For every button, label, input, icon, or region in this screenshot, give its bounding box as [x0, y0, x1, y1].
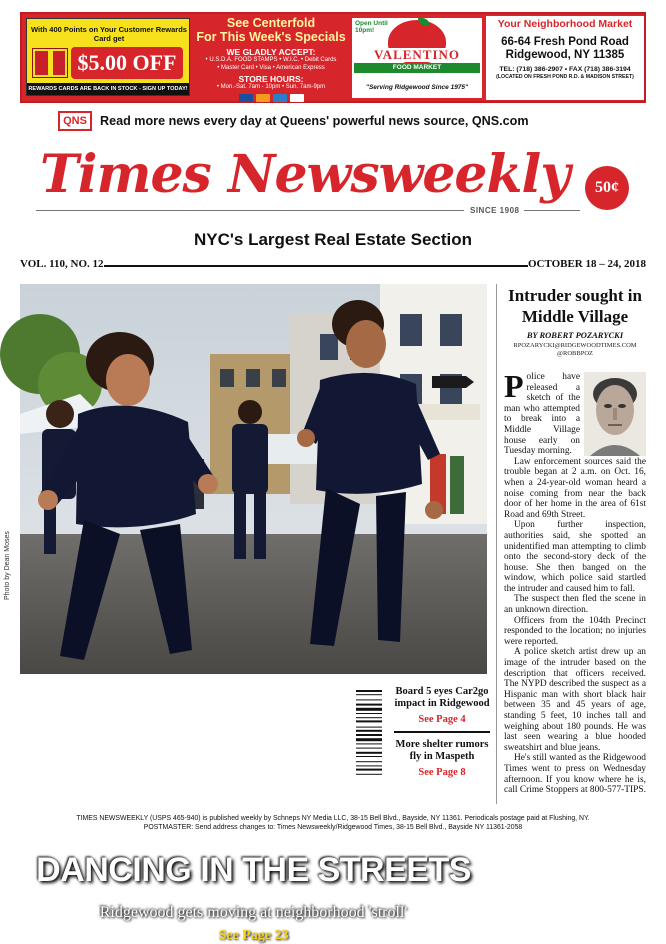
- article-title[interactable]: Intruder sought in Middle Village: [508, 286, 642, 326]
- store-logo-panel: [352, 18, 482, 98]
- accept-title: WE GLADLY ACCEPT:: [226, 47, 316, 57]
- centerfold-line2: For This Week's Specials: [196, 30, 346, 44]
- article-paragraph: A police sketch artist drew up an image of the intruder based on the description that officers received. The NYPD described the suspect as a Hispanic man with short black hair between 35 and 45 years of age, standing 5 feet, 10 inches tall and weighing about 180 pounds. He was last seen wearing a blue hooded sweatshirt and blue jeans.: [504, 647, 646, 753]
- photo-credit: Photo by Dean Moses: [4, 531, 11, 600]
- store-address-panel: [486, 16, 644, 100]
- qns-logo[interactable]: QNS: [58, 111, 92, 131]
- neighborhood-market-text: Your Neighborhood Market: [497, 18, 633, 30]
- hours-title: STORE HOURS:: [238, 74, 304, 84]
- discount-amount: $5.00 OFF: [71, 47, 183, 79]
- issue-bar: [20, 258, 646, 272]
- store-subtitle: FOOD MARKET: [354, 63, 480, 73]
- article-author-contact: [504, 342, 646, 358]
- photo-subhead: Ridgewood gets moving at neighborhood 'stroll': [99, 904, 408, 921]
- volume-number: VOL. 110, NO. 12: [20, 258, 104, 270]
- article-byline: BY ROBERT POZARYCKI: [526, 330, 624, 340]
- article-paragraph: Upon further inspection, authorities said, she spotted an unidentified man attempting to climb onto the second-story deck of the house. She then banged on the window, which police said startled the intruder and caused him to fall.: [504, 520, 646, 594]
- article-paragraph: He's still wanted as the Ridgewood Times went to press on Wednesday afternoon. If you know where he is, call Crime Stoppers at 800-577-TIPS.: [504, 753, 646, 796]
- photo-headline[interactable]: DANCING IN THE STREETS: [36, 851, 471, 889]
- footer-line2: POSTMASTER: Send address changes to: Times Newsweekly/Ridgewood Times, 38-15 Bell Blvd., Bayside NY 11361-2058: [143, 824, 523, 831]
- accept-line2: • Master Card • Visa • American Express: [217, 64, 325, 71]
- advertisement-banner[interactable]: [20, 12, 646, 103]
- dancers-photo-illustration: [20, 284, 487, 674]
- hours-text: • Mon.-Sat. 7am - 10pm • Sun. 7am-9pm: [216, 84, 326, 90]
- teaser-box: [394, 684, 490, 784]
- store-address-line1: 66-64 Fresh Pond Road: [501, 36, 629, 48]
- price-badge: 50¢: [585, 166, 629, 210]
- teaser-see-page[interactable]: See Page 4: [418, 714, 466, 725]
- rewards-coupon: [26, 18, 190, 96]
- article-paragraph: Officers from the 104th Precinct responded to the location; no injuries were reported.: [504, 615, 646, 647]
- teaser-item[interactable]: [394, 737, 490, 784]
- article-body: [504, 368, 646, 796]
- card-icon: [239, 94, 253, 102]
- article-paragraph: The suspect then fled the scene in an unknown direction.: [504, 594, 646, 616]
- author-email[interactable]: RPOZARYCKI@RIDGEWOODTIMES.COM: [513, 342, 637, 349]
- card-icon: [290, 94, 304, 102]
- teaser-title[interactable]: Board 5 eyes Car2go impact in Ridgewood: [394, 686, 490, 709]
- store-name: VALENTINO: [354, 48, 480, 62]
- gift-box-icon: [33, 49, 67, 77]
- rewards-stock-text: REWARDS CARDS ARE BACK IN STOCK - SIGN UP TODAY!: [27, 83, 189, 95]
- barcode: [346, 686, 388, 804]
- teaser-title[interactable]: More shelter rumors fly in Maspeth: [395, 739, 489, 762]
- footer-line1: TIMES NEWSWEEKLY (USPS 465-940) is published weekly by Schneps NY Media LLC, 38-15 Bell Blvd., Bayside, NY 11361. Periodicals postage paid at Flushing, NY.: [76, 815, 590, 822]
- store-address-line2: Ridgewood, NY 11385: [505, 49, 625, 61]
- masthead-rule: [36, 210, 464, 211]
- issue-date: OCTOBER 18 – 24, 2018: [527, 258, 646, 270]
- card-icon: [256, 94, 270, 102]
- publication-footer: [0, 814, 666, 832]
- column-rule: [496, 284, 497, 804]
- payment-card-icons: [194, 94, 348, 102]
- tagline: NYC's Largest Real Estate Section: [193, 230, 473, 249]
- open-until-text: Open Until 10pm!: [355, 20, 388, 34]
- author-handle[interactable]: @ROBBPOZ: [557, 350, 593, 357]
- photo-see-page[interactable]: See Page 23: [218, 928, 289, 943]
- centerfold-line1: See Centerfold: [226, 16, 316, 30]
- accept-line1: • U.S.D.A. FOOD STAMPS • W.I.C. • Debit Cards: [205, 57, 337, 63]
- masthead-rule: [524, 210, 580, 211]
- article-paragraph-text: olice have released a sketch of the man who attempted to break into a Middle Village house early on Tuesday morning.: [504, 372, 580, 457]
- qns-promo-bar[interactable]: [58, 110, 529, 132]
- teaser-see-page[interactable]: See Page 8: [418, 767, 466, 778]
- card-icon: [273, 94, 287, 102]
- teaser-item[interactable]: [394, 684, 490, 731]
- ad-specials-panel: [194, 16, 348, 100]
- newspaper-masthead: Times Newsweekly: [40, 144, 570, 205]
- since-year: SINCE 1908: [470, 206, 520, 215]
- article-paragraph: [504, 368, 580, 457]
- store-phone: TEL: (718) 386-2907 • FAX (718) 386-3194: [499, 66, 631, 73]
- article-paragraph: Law enforcement sources said the trouble began at 2 a.m. on Oct. 16, when a 24-year-old woman heard a noise coming from near the back door of her home in the area of 61st Road and 69th Street.: [504, 456, 646, 520]
- store-slogan: "Serving Ridgewood Since 1975": [365, 84, 469, 91]
- store-location: (LOCATED ON FRESH POND R.D. & MADISON STREET): [496, 74, 634, 80]
- qns-promo-text[interactable]: Read more news every day at Queens' powerful news source, QNS.com: [100, 114, 529, 128]
- issue-rule: [104, 265, 528, 267]
- drop-cap: P: [504, 368, 524, 404]
- teaser-divider: [394, 731, 490, 733]
- rewards-points-text: With 400 Points on Your Customer Rewards Card get: [31, 25, 187, 43]
